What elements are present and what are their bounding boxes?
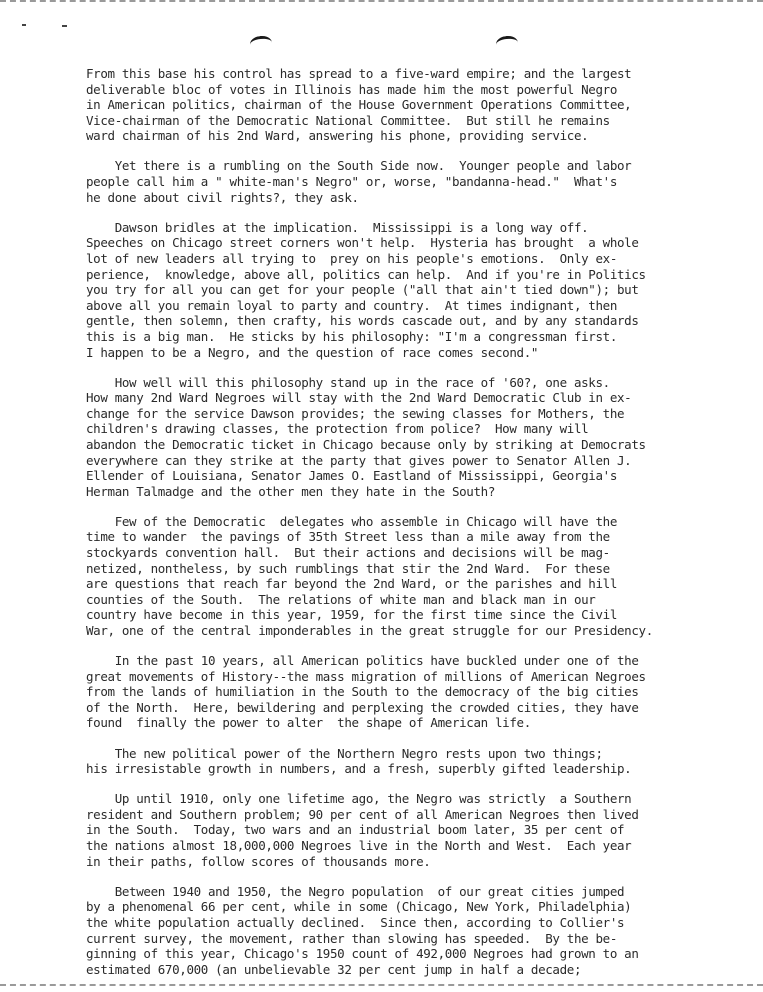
text-line: above all you remain loyal to party and country. At times indignant, then bbox=[86, 297, 617, 313]
text-line: How well will this philosophy stand up in the race of '60?, one asks. bbox=[86, 374, 610, 390]
page-bottom-edge bbox=[0, 984, 763, 986]
text-line: the nations almost 18,000,000 Negroes live in the North and West. Each year bbox=[86, 838, 632, 854]
paragraph bbox=[86, 514, 756, 639]
text-line: great movements of History--the mass migration of millions of American Negroes bbox=[86, 668, 646, 684]
text-line: from the lands of humiliation in the South to the democracy of the big cities bbox=[86, 684, 639, 700]
text-line: Vice-chairman of the Democratic National Committee. But still he remains bbox=[86, 112, 610, 128]
text-line: From this base his control has spread to a five-ward empire; and the largest bbox=[86, 66, 632, 81]
text-line: by a phenomenal 66 per cent, while in some (Chicago, New York, Philadelphia) bbox=[86, 899, 632, 915]
text-line: everywhere can they strike at the party that gives power to Senator Allen J. bbox=[86, 452, 632, 468]
document-body bbox=[86, 66, 756, 992]
paragraph bbox=[86, 653, 756, 731]
text-line: resident and Southern problem; 90 per cent of all American Negroes then lived bbox=[86, 806, 639, 822]
text-line: perience, knowledge, above all, politics can help. And if you're in Politics bbox=[86, 266, 646, 282]
text-line: Speeches on Chicago street corners won't help. Hysteria has brought a whole bbox=[86, 235, 639, 251]
paragraph bbox=[86, 746, 756, 777]
text-line: The new political power of the Northern Negro rests upon two things; bbox=[86, 745, 603, 761]
text-line: of the North. Here, bewildering and perplexing the crowded cities, they have bbox=[86, 699, 639, 715]
text-line: ginning of this year, Chicago's 1950 count of 492,000 Negroes had grown to an bbox=[86, 946, 639, 962]
text-line: Up until 1910, only one lifetime ago, the Negro was strictly a Southern bbox=[86, 791, 632, 807]
text-line: found finally the power to alter the shape of American life. bbox=[86, 715, 531, 731]
scan-mark bbox=[22, 24, 26, 26]
text-line: time to wander the pavings of 35th Street less than a mile away from the bbox=[86, 529, 610, 545]
paragraph bbox=[86, 158, 756, 205]
punch-mark-right bbox=[495, 35, 518, 52]
text-line: abandon the Democratic ticket in Chicago because only by striking at Democrats bbox=[86, 436, 646, 452]
text-line: How many 2nd Ward Negroes will stay with the 2nd Ward Democratic Club in ex- bbox=[86, 390, 632, 406]
paragraph bbox=[86, 375, 756, 500]
text-line: Between 1940 and 1950, the Negro population of our great cities jumped bbox=[86, 883, 625, 899]
text-line: the white population actually declined. Since then, according to Collier's bbox=[86, 914, 625, 930]
paragraph bbox=[86, 220, 756, 360]
punch-mark-left bbox=[249, 35, 272, 52]
text-line: this is a big man. He sticks by his philosophy: "I'm a congressman first. bbox=[86, 328, 617, 344]
text-line: ward chairman of his 2nd Ward, answering his phone, providing service. bbox=[86, 128, 589, 144]
text-line: In the past 10 years, all American politics have buckled under one of the bbox=[86, 653, 639, 669]
text-line: he done about civil rights?, they ask. bbox=[86, 189, 359, 205]
text-line: in the South. Today, two wars and an industrial boom later, 35 per cent of bbox=[86, 822, 625, 838]
text-line: Dawson bridles at the implication. Mississippi is a long way off. bbox=[86, 219, 589, 235]
text-line: Few of the Democratic delegates who assemble in Chicago will have the bbox=[86, 513, 617, 529]
text-line: Ellender of Louisiana, Senator James O. Eastland of Mississippi, Georgia's bbox=[86, 468, 617, 484]
text-line: children's drawing classes, the protection from police? How many will bbox=[86, 421, 589, 437]
text-line: are questions that reach far beyond the 2nd Ward, or the parishes and hill bbox=[86, 576, 617, 592]
paragraph bbox=[86, 66, 756, 144]
text-line: people call him a " white-man's Negro" or, worse, "bandanna-head." What's bbox=[86, 174, 617, 190]
paragraph bbox=[86, 791, 756, 869]
text-line: estimated 670,000 (an unbelievable 32 per cent jump in half a decade; bbox=[86, 961, 582, 977]
page-top-edge bbox=[0, 0, 763, 2]
text-line: in American politics, chairman of the House Government Operations Committee, bbox=[86, 97, 632, 113]
text-line: Yet there is a rumbling on the South Side now. Younger people and labor bbox=[86, 158, 632, 174]
text-line: country have become in this year, 1959, for the first time since the Civil bbox=[86, 607, 617, 623]
text-line: stockyards convention hall. But their actions and decisions will be mag- bbox=[86, 545, 610, 561]
text-line: current survey, the movement, rather than slowing has speeded. By the be- bbox=[86, 930, 617, 946]
text-line: War, one of the central imponderables in the great struggle for our Presidency. bbox=[86, 623, 653, 638]
text-line: Herman Talmadge and the other men they hate in the South? bbox=[86, 483, 496, 499]
text-line: netized, nontheless, by such rumblings that stir the 2nd Ward. For these bbox=[86, 560, 610, 576]
text-line: counties of the South. The relations of white man and black man in our bbox=[86, 591, 596, 607]
text-line: you try for all you can get for your people ("all that ain't tied down"); but bbox=[86, 282, 639, 298]
text-line: deliverable bloc of votes in Illinois has made him the most powerful Negro bbox=[86, 81, 617, 97]
scan-mark bbox=[62, 25, 67, 27]
text-line: I happen to be a Negro, and the question of race comes second." bbox=[86, 344, 539, 360]
text-line: change for the service Dawson provides; the sewing classes for Mothers, the bbox=[86, 405, 625, 421]
text-line: in their paths, follow scores of thousands more. bbox=[86, 853, 431, 869]
paragraph bbox=[86, 884, 756, 978]
text-line: his irresistable growth in numbers, and a fresh, superbly gifted leadership. bbox=[86, 761, 632, 777]
text-line: gentle, then solemn, then crafty, his words cascade out, and by any standards bbox=[86, 313, 639, 329]
text-line: lot of new leaders all trying to prey on his people's emotions. Only ex- bbox=[86, 250, 617, 266]
